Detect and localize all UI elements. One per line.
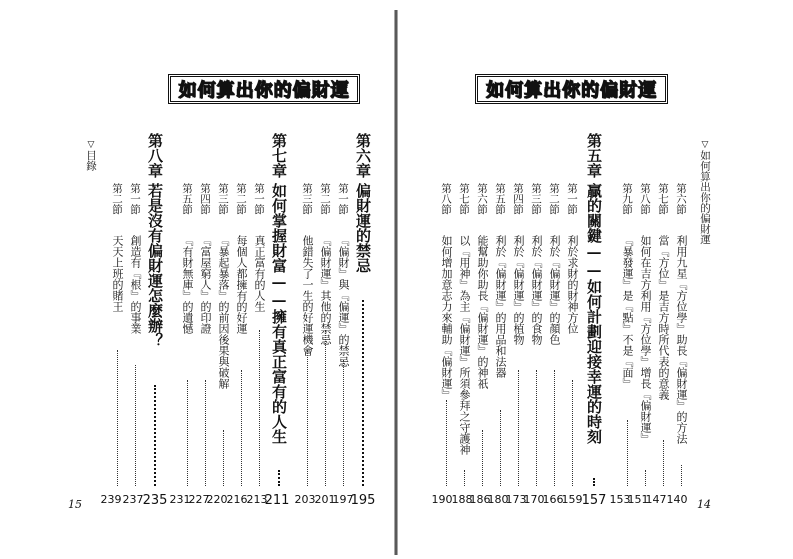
toc-page-number: 159 [561, 493, 583, 506]
toc-section-title: 『偏財運』其他的禁忌 [319, 235, 332, 345]
toc-label: 第八章 [146, 133, 164, 178]
banner-title: 如何算出你的偏財運 [486, 80, 657, 101]
toc-page-number: 151 [627, 493, 649, 506]
toc-section-title: 如何增加意志力來輔助『偏財運』 [440, 235, 453, 400]
toc-label: 第一節 [566, 183, 578, 215]
toc-section-title: 以『用神』為主『偏財運』所須參拜之守護神 [458, 235, 471, 455]
toc-page-number: 173 [505, 493, 527, 506]
left-running-header: ▽目錄 [85, 140, 97, 171]
toc-page-number: 235 [142, 493, 168, 508]
left-page [0, 0, 396, 559]
toc-page-number: 231 [169, 493, 191, 506]
toc-page-number: 213 [246, 493, 268, 506]
toc-section-title: 利用九星『方位學』助長『偏財運』的方法 [675, 235, 688, 444]
toc-page-number: 239 [100, 493, 122, 506]
toc-page-number: 188 [451, 493, 473, 506]
toc-label: 第二節 [548, 183, 560, 215]
toc-label: 第一節 [253, 183, 265, 215]
toc-label: 第四節 [199, 183, 211, 215]
toc-label: 第三節 [301, 183, 313, 215]
triangle-marker-icon: ▽ [86, 140, 96, 150]
toc-section-title: 『富屋窮人』的印證 [199, 235, 212, 334]
toc-label: 第六節 [476, 183, 488, 215]
toc-page-number: 157 [581, 493, 607, 508]
page-folio: 15 [68, 498, 82, 511]
toc-section-title: 利於『偏財運』的植物 [512, 235, 525, 345]
toc-section-title: 如何在吉方利用『方位學』增長『偏財運』 [639, 235, 652, 444]
toc-label: 第五章 [585, 133, 603, 178]
right-running-header: ▽如何算出你的偏財運 [699, 140, 711, 245]
toc-section-title: 真正富有的人生 [253, 235, 266, 312]
toc-section-title: 他錯失了一生的好運機會 [301, 235, 314, 356]
toc-page-number: 166 [542, 493, 564, 506]
toc-label: 第二節 [235, 183, 247, 215]
toc-label: 第七章 [270, 133, 288, 178]
toc-chapter-title: 如何掌握財富——擁有真正富有的人生 [270, 183, 288, 444]
toc-page-number: 211 [264, 493, 290, 508]
triangle-marker-icon: ▽ [700, 140, 710, 150]
toc-section-title: 『暴發運』是『點』不是『面』 [621, 235, 634, 389]
toc-page-number: 203 [294, 493, 316, 506]
toc-section-title: 利於『偏財運』的顏色 [548, 235, 561, 345]
toc-page-number: 153 [609, 493, 631, 506]
toc-label: 第三節 [530, 183, 542, 215]
toc-page-number: 180 [487, 493, 509, 506]
toc-section-title: 能幫助你助長『偏財運』的神祇 [476, 235, 489, 389]
toc-section-title: 天天上班的賭王 [111, 235, 124, 312]
toc-label: 第六節 [675, 183, 687, 215]
toc-label: 第六章 [354, 133, 372, 178]
toc-page-number: 190 [431, 493, 453, 506]
toc-page-number: 140 [666, 493, 688, 506]
page-folio: 14 [697, 498, 711, 511]
toc-label: 第二節 [111, 183, 123, 215]
toc-chapter-title: 贏的關鍵——如何計劃迎接幸運的時刻 [585, 183, 603, 444]
toc-page-number: 186 [469, 493, 491, 506]
toc-page-number: 195 [350, 493, 376, 508]
toc-section-title: 創造有『根』的事業 [129, 235, 142, 334]
toc-section-title: 當『方位』是吉方時所代表的意義 [657, 235, 670, 400]
toc-page-number: 170 [523, 493, 545, 506]
toc-section-title: 利於『偏財運』的用品和法器 [494, 235, 507, 378]
right-banner [475, 74, 668, 104]
toc-label: 第五節 [494, 183, 506, 215]
toc-page-number: 197 [332, 493, 354, 506]
left-banner [168, 74, 360, 104]
banner-title: 如何算出你的偏財運 [178, 80, 350, 101]
toc-section-title: 每個人都擁有的好運 [235, 235, 248, 334]
toc-label: 第二節 [319, 183, 331, 215]
toc-label: 第三節 [217, 183, 229, 215]
toc-label: 第七節 [458, 183, 470, 215]
toc-page-number: 201 [314, 493, 336, 506]
toc-label: 第一節 [129, 183, 141, 215]
toc-label: 第八節 [440, 183, 452, 215]
toc-chapter-title: 偏財運的禁忌 [354, 183, 372, 273]
toc-label: 第九節 [621, 183, 633, 215]
toc-label: 第七節 [657, 183, 669, 215]
toc-page-number: 227 [188, 493, 210, 506]
toc-label: 第八節 [639, 183, 651, 215]
toc-page-number: 220 [206, 493, 228, 506]
toc-page-number: 237 [122, 493, 144, 506]
toc-label: 第四節 [512, 183, 524, 215]
toc-page-number: 216 [226, 493, 248, 506]
right-page [397, 0, 793, 559]
toc-section-title: 『偏財』與『偏運』的禁忌 [337, 235, 350, 367]
toc-section-title: 利於求財的財神方位 [566, 235, 579, 334]
toc-page-number: 147 [645, 493, 667, 506]
toc-label: 第一節 [337, 183, 349, 215]
toc-section-title: 『暴起暴落』的前因後果與破解 [217, 235, 230, 389]
toc-section-title: 利於『偏財運』的食物 [530, 235, 543, 345]
toc-label: 第五節 [181, 183, 193, 215]
toc-chapter-title: 若是沒有偏財運怎麼辦？ [146, 183, 164, 348]
toc-section-title: 『有財無庫』的遺憾 [181, 235, 194, 334]
